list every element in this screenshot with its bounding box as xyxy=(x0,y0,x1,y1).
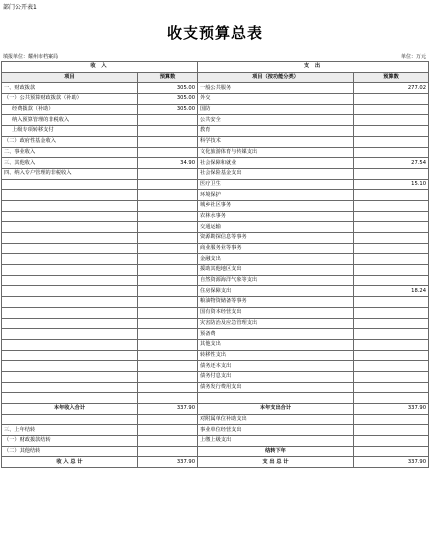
expense-amount xyxy=(354,104,429,115)
reporting-unit: 填报单位：耀州市档案局 xyxy=(3,54,59,60)
income-item: 纳入预算管理的非税收入 xyxy=(2,115,138,126)
expense-amount xyxy=(354,297,429,308)
table-row xyxy=(2,115,429,126)
expense-amount xyxy=(354,254,429,265)
income-item xyxy=(2,393,138,404)
income-amount xyxy=(138,147,198,158)
income-amount xyxy=(138,254,198,265)
income-amount xyxy=(138,243,198,254)
income-item xyxy=(2,211,138,222)
income-item xyxy=(2,307,138,318)
income-item xyxy=(2,222,138,233)
income-item xyxy=(2,254,138,265)
expense-item: 资源勘探信息等事务 xyxy=(198,233,354,244)
table-row xyxy=(2,104,429,115)
table-row xyxy=(2,382,429,393)
totals-row xyxy=(2,404,429,415)
expense-item: 债务付息支出 xyxy=(198,371,354,382)
income-item xyxy=(2,190,138,201)
expense-amount xyxy=(354,446,429,457)
expense-item: 农林水事务 xyxy=(198,211,354,222)
income-amount xyxy=(138,275,198,286)
income-amount xyxy=(138,265,198,276)
income-item: 四、纳入专户管理的非税收入 xyxy=(2,168,138,179)
expense-item: 医疗卫生 xyxy=(198,179,354,190)
table-row xyxy=(2,307,429,318)
table-row xyxy=(2,318,429,329)
table-row xyxy=(2,233,429,244)
income-amount xyxy=(138,222,198,233)
expense-amount xyxy=(354,265,429,276)
expense-item: 交通运输 xyxy=(198,222,354,233)
income-amount xyxy=(138,211,198,222)
income-item xyxy=(2,275,138,286)
table-row xyxy=(2,158,429,169)
income-amount: 305.00 xyxy=(138,94,198,105)
table-row xyxy=(2,339,429,350)
budget-table xyxy=(1,61,429,468)
expense-amount xyxy=(354,275,429,286)
income-item: （一）公共预算财政拨款（补助） xyxy=(2,94,138,105)
expense-item: 结转下年 xyxy=(198,446,354,457)
income-item xyxy=(2,414,138,425)
corner-label: 部门公开表1 xyxy=(3,4,37,11)
income-amount: 34.90 xyxy=(138,158,198,169)
income-item xyxy=(2,243,138,254)
income-item: （二）其他结转 xyxy=(2,446,138,457)
income-amount xyxy=(138,339,198,350)
income-item: 三、上年结转 xyxy=(2,425,138,436)
income-grand-value: 337.90 xyxy=(138,457,198,468)
income-amount xyxy=(138,318,198,329)
income-amount: 305.00 xyxy=(138,83,198,94)
table-row xyxy=(2,168,429,179)
income-item xyxy=(2,329,138,340)
expense-amount xyxy=(354,243,429,254)
table-row xyxy=(2,254,429,265)
col-income-item: 项目 xyxy=(2,72,138,83)
expense-amount xyxy=(354,200,429,211)
expense-item: 城乡社区事务 xyxy=(198,200,354,211)
table-row xyxy=(2,190,429,201)
table-row xyxy=(2,446,429,457)
expense-item: 公共安全 xyxy=(198,115,354,126)
income-amount xyxy=(138,329,198,340)
table-row xyxy=(2,297,429,308)
expense-amount xyxy=(354,425,429,436)
expense-amount xyxy=(354,168,429,179)
expense-amount: 18.24 xyxy=(354,286,429,297)
expense-amount xyxy=(354,222,429,233)
table-row xyxy=(2,94,429,105)
income-total-value: 337.90 xyxy=(138,404,198,415)
income-amount xyxy=(138,179,198,190)
table-row xyxy=(2,286,429,297)
income-amount xyxy=(138,446,198,457)
expense-amount xyxy=(354,371,429,382)
table-row xyxy=(2,179,429,190)
expense-amount xyxy=(354,147,429,158)
col-expense-item: 项目（按功能分类） xyxy=(198,72,354,83)
income-item: （一）财政拨款结转 xyxy=(2,436,138,447)
table-row xyxy=(2,147,429,158)
table-row xyxy=(2,393,429,404)
expense-amount xyxy=(354,382,429,393)
income-amount xyxy=(138,126,198,137)
income-amount xyxy=(138,436,198,447)
income-amount xyxy=(138,190,198,201)
income-amount xyxy=(138,136,198,147)
table-row xyxy=(2,265,429,276)
expense-item: 对附属单位补助支出 xyxy=(198,414,354,425)
expense-grand-value: 337.90 xyxy=(354,457,429,468)
expense-item: 自然资源海洋气象等支出 xyxy=(198,275,354,286)
expense-amount xyxy=(354,136,429,147)
expense-section-header: 支 出 xyxy=(198,62,429,73)
table-row xyxy=(2,83,429,94)
expense-amount xyxy=(354,94,429,105)
expense-amount xyxy=(354,350,429,361)
expense-item: 环境保护 xyxy=(198,190,354,201)
income-amount: 305.00 xyxy=(138,104,198,115)
table-row xyxy=(2,222,429,233)
income-amount xyxy=(138,393,198,404)
col-expense-amount: 预算数 xyxy=(354,72,429,83)
expense-amount xyxy=(354,339,429,350)
expense-item xyxy=(198,393,354,404)
income-item xyxy=(2,200,138,211)
table-row xyxy=(2,243,429,254)
expense-item: 商业服务业等事务 xyxy=(198,243,354,254)
expense-item: 科学技术 xyxy=(198,136,354,147)
grand-total-row xyxy=(2,457,429,468)
expense-total-value: 337.90 xyxy=(354,404,429,415)
income-item: 一、财政拨款 xyxy=(2,83,138,94)
expense-amount xyxy=(354,414,429,425)
income-item xyxy=(2,339,138,350)
expense-amount xyxy=(354,329,429,340)
expense-item: 预备费 xyxy=(198,329,354,340)
expense-item: 其他支出 xyxy=(198,339,354,350)
income-item: 三、其他收入 xyxy=(2,158,138,169)
income-item xyxy=(2,318,138,329)
income-item xyxy=(2,265,138,276)
col-income-amount: 预算数 xyxy=(138,72,198,83)
expense-item: 援助其他地区支出 xyxy=(198,265,354,276)
expense-amount: 277.02 xyxy=(354,83,429,94)
expense-item: 一般公共服务 xyxy=(198,83,354,94)
income-amount xyxy=(138,307,198,318)
income-total-label: 本年收入合计 xyxy=(2,404,138,415)
income-grand-label: 收 入 总 计 xyxy=(2,457,138,468)
column-header-row xyxy=(2,72,429,83)
income-amount xyxy=(138,361,198,372)
expense-item: 金融支出 xyxy=(198,254,354,265)
income-amount xyxy=(138,371,198,382)
income-item xyxy=(2,361,138,372)
income-item xyxy=(2,382,138,393)
expense-item: 住房保障支出 xyxy=(198,286,354,297)
income-item: 上级专项转移支付 xyxy=(2,126,138,137)
expense-amount xyxy=(354,190,429,201)
page-title: 收支预算总表 xyxy=(166,24,263,42)
income-item xyxy=(2,233,138,244)
expense-item: 文化旅游体育与传媒支出 xyxy=(198,147,354,158)
expense-total-label: 本年支出合计 xyxy=(198,404,354,415)
expense-amount xyxy=(354,126,429,137)
budget-table-body xyxy=(2,62,429,468)
table-row xyxy=(2,275,429,286)
expense-item: 国防 xyxy=(198,104,354,115)
expense-item: 灾害防治及应急管理支出 xyxy=(198,318,354,329)
income-amount xyxy=(138,286,198,297)
income-amount xyxy=(138,200,198,211)
expense-item: 外交 xyxy=(198,94,354,105)
table-row xyxy=(2,350,429,361)
income-item xyxy=(2,350,138,361)
table-row xyxy=(2,329,429,340)
table-row xyxy=(2,200,429,211)
table-row xyxy=(2,126,429,137)
expense-item: 社会保障和就业 xyxy=(198,158,354,169)
expense-item: 债务还本支出 xyxy=(198,361,354,372)
table-row xyxy=(2,436,429,447)
income-amount xyxy=(138,425,198,436)
expense-amount xyxy=(354,393,429,404)
table-row xyxy=(2,414,429,425)
expense-item: 粮油物资储备等事务 xyxy=(198,297,354,308)
expense-amount xyxy=(354,361,429,372)
table-row xyxy=(2,361,429,372)
currency-unit: 单位：万元 xyxy=(400,54,426,60)
expense-item: 社会保险基金支出 xyxy=(198,168,354,179)
expense-amount xyxy=(354,233,429,244)
income-amount xyxy=(138,350,198,361)
expense-item: 教育 xyxy=(198,126,354,137)
expense-amount xyxy=(354,307,429,318)
table-row xyxy=(2,371,429,382)
income-amount xyxy=(138,297,198,308)
income-item xyxy=(2,371,138,382)
income-amount xyxy=(138,414,198,425)
expense-item: 债务发行费用支出 xyxy=(198,382,354,393)
expense-amount xyxy=(354,211,429,222)
expense-item: 转移性支出 xyxy=(198,350,354,361)
table-row xyxy=(2,211,429,222)
expense-item: 事业单位经营支出 xyxy=(198,425,354,436)
expense-amount xyxy=(354,115,429,126)
income-item: （二）政府性基金收入 xyxy=(2,136,138,147)
income-item xyxy=(2,286,138,297)
table-row xyxy=(2,136,429,147)
expense-amount xyxy=(354,318,429,329)
income-amount xyxy=(138,115,198,126)
income-amount xyxy=(138,168,198,179)
income-amount xyxy=(138,382,198,393)
income-section-header: 收 入 xyxy=(2,62,198,73)
income-item: 二、事业收入 xyxy=(2,147,138,158)
expense-amount: 27.54 xyxy=(354,158,429,169)
income-item: 经费拨款（补助） xyxy=(2,104,138,115)
expense-item: 上缴上级支出 xyxy=(198,436,354,447)
section-header-row xyxy=(2,62,429,73)
income-item xyxy=(2,179,138,190)
income-item xyxy=(2,297,138,308)
expense-amount xyxy=(354,436,429,447)
expense-amount: 15.10 xyxy=(354,179,429,190)
expense-item: 国有资本经营支出 xyxy=(198,307,354,318)
expense-grand-label: 支 出 总 计 xyxy=(198,457,354,468)
table-row xyxy=(2,425,429,436)
income-amount xyxy=(138,233,198,244)
